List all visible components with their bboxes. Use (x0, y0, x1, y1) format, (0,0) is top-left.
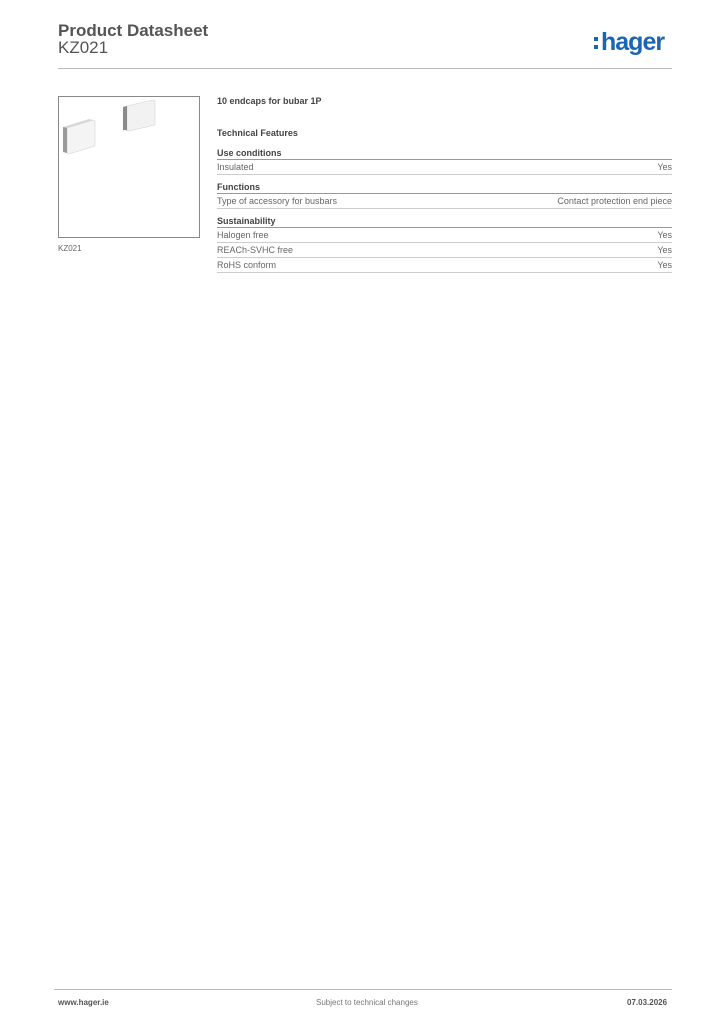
spec-value: Yes (657, 230, 672, 240)
spec-value: Yes (657, 260, 672, 270)
section-functions (217, 182, 672, 209)
product-description: 10 endcaps for bubar 1P (217, 96, 322, 106)
spec-content (217, 96, 672, 280)
section-sustainability (217, 216, 672, 273)
spec-value: Yes (657, 245, 672, 255)
section-title: Use conditions (217, 148, 672, 160)
product-image (58, 96, 200, 238)
spec-row (217, 243, 672, 258)
spec-row (217, 228, 672, 243)
footer-website-link[interactable]: www.hager.ie (58, 998, 109, 1007)
spec-label: Insulated (217, 162, 254, 172)
technical-features-heading: Technical Features (217, 128, 298, 138)
page-title: Product Datasheet (58, 21, 209, 40)
spec-value: Contact protection end piece (557, 196, 672, 206)
section-title: Sustainability (217, 216, 672, 228)
footer-date: 07.03.2026 (627, 998, 668, 1007)
image-caption: KZ021 (58, 244, 82, 253)
logo-dots-icon (594, 37, 598, 49)
spec-row (217, 258, 672, 273)
section-title: Functions (217, 182, 672, 194)
spec-label: RoHS conform (217, 260, 277, 270)
spec-row (217, 160, 672, 175)
hager-logo[interactable] (594, 28, 664, 56)
section-use-conditions (217, 148, 672, 175)
spec-label: REACh-SVHC free (217, 245, 294, 255)
endcap-product-icon (59, 97, 199, 237)
logo-text: hager (601, 28, 665, 56)
footer-divider (54, 989, 672, 990)
spec-label: Halogen free (217, 230, 269, 240)
header-divider (58, 68, 672, 69)
footer-notice: Subject to technical changes (316, 998, 418, 1007)
product-code: KZ021 (58, 38, 109, 57)
spec-row (217, 194, 672, 209)
spec-value: Yes (657, 162, 672, 172)
spec-label: Type of accessory for busbars (217, 196, 338, 206)
